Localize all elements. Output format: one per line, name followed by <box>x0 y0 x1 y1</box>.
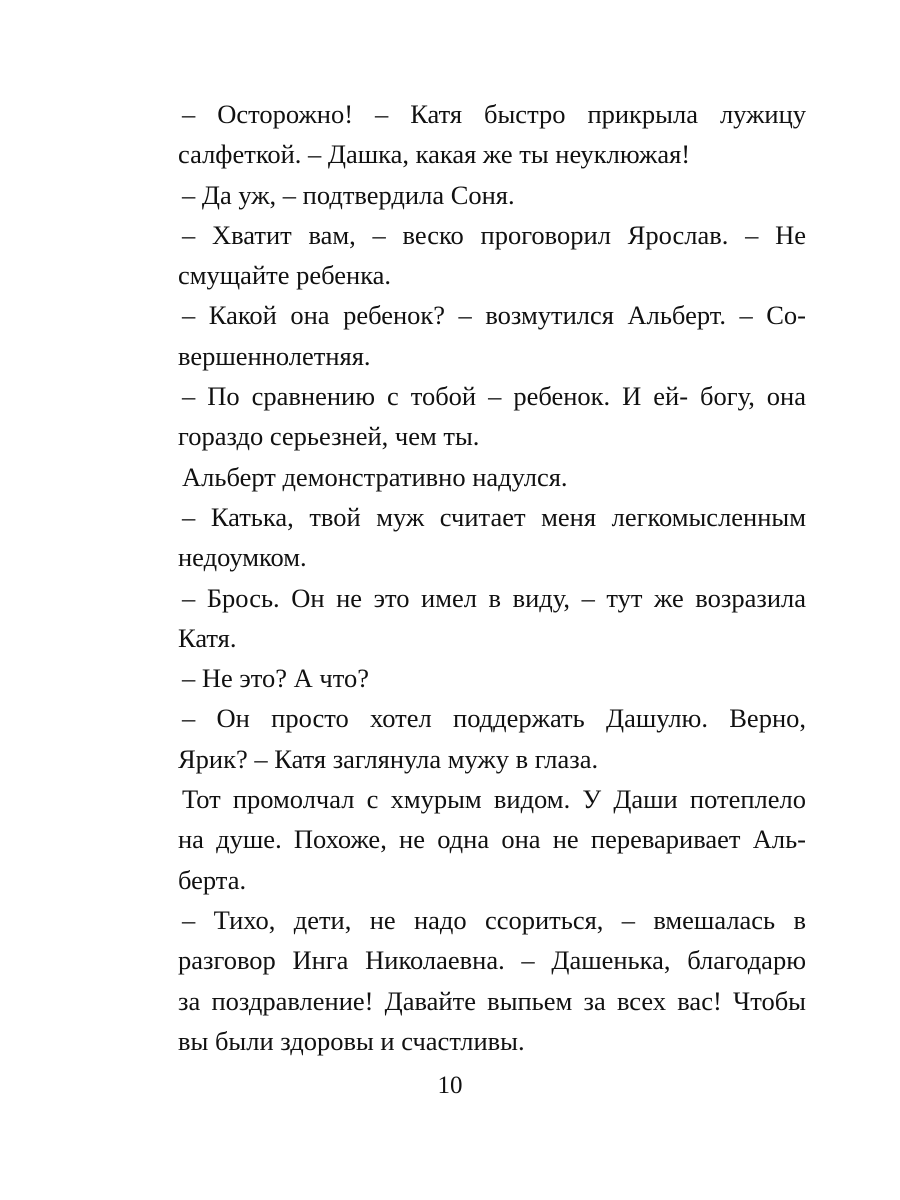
paragraph <box>172 658 806 698</box>
paragraph <box>172 578 806 659</box>
text-line: – Не это? А что? <box>182 663 369 694</box>
text-line: вершеннолетняя. <box>178 340 371 371</box>
text-line: за поздравление! Давайте выпьем за всех вас! Чтобы <box>178 985 806 1016</box>
text-line: – Брось. Он не это имел в виду, – тут же возразила <box>182 582 806 613</box>
text-line: салфеткой. – Дашка, какая же ты неуклюжая! <box>178 139 691 170</box>
paragraph <box>172 497 806 578</box>
text-line: гораздо серьезней, чем ты. <box>178 421 480 452</box>
text-line: – Осторожно! – Катя быстро прикрыла лужицу <box>182 99 806 129</box>
paragraph <box>172 175 806 215</box>
paragraph <box>172 94 806 175</box>
text-line: смущайте ребенка. <box>178 260 392 291</box>
text-line: вы были здоровы и счастливы. <box>178 1025 525 1056</box>
text-line: – Он просто хотел поддержать Дашулю. Верно, <box>182 703 806 734</box>
text-line: – Хватит вам, – веско проговорил Ярослав. – Не <box>182 219 806 250</box>
body-text <box>172 94 806 1061</box>
text-line: Ярик? – Катя заглянула мужу в глаза. <box>178 743 599 774</box>
paragraph <box>172 698 806 779</box>
text-line: берта. <box>178 864 247 895</box>
text-line: – По сравнению с тобой – ребенок. И ей- богу, она <box>182 381 806 412</box>
text-line: разговор Инга Николаевна. – Дашенька, благодарю <box>178 945 806 976</box>
text-line: Альберт демонстративно надулся. <box>182 461 568 492</box>
text-line: – Катька, твой муж считает меня легкомысленным <box>182 501 806 532</box>
text-line: – Какой она ребенок? – возмутился Альберт. – Со- <box>182 300 806 331</box>
text-line: Катя. <box>178 622 237 653</box>
paragraph <box>172 457 806 497</box>
paragraph <box>172 215 806 296</box>
text-line: – Да уж, – подтвердила Соня. <box>182 179 515 210</box>
text-line: – Тихо, дети, не надо ссориться, – вмешалась в <box>182 904 806 935</box>
paragraph <box>172 779 806 900</box>
text-line: Тот промолчал с хмурым видом. У Даши потеплело <box>182 784 806 815</box>
page-number: 10 <box>437 1072 463 1099</box>
text-line: недоумком. <box>178 542 307 573</box>
paragraph <box>172 376 806 457</box>
paragraph <box>172 295 806 376</box>
text-line: на душе. Похоже, не одна она не переваривает Аль- <box>178 824 806 855</box>
paragraph <box>172 900 806 1061</box>
